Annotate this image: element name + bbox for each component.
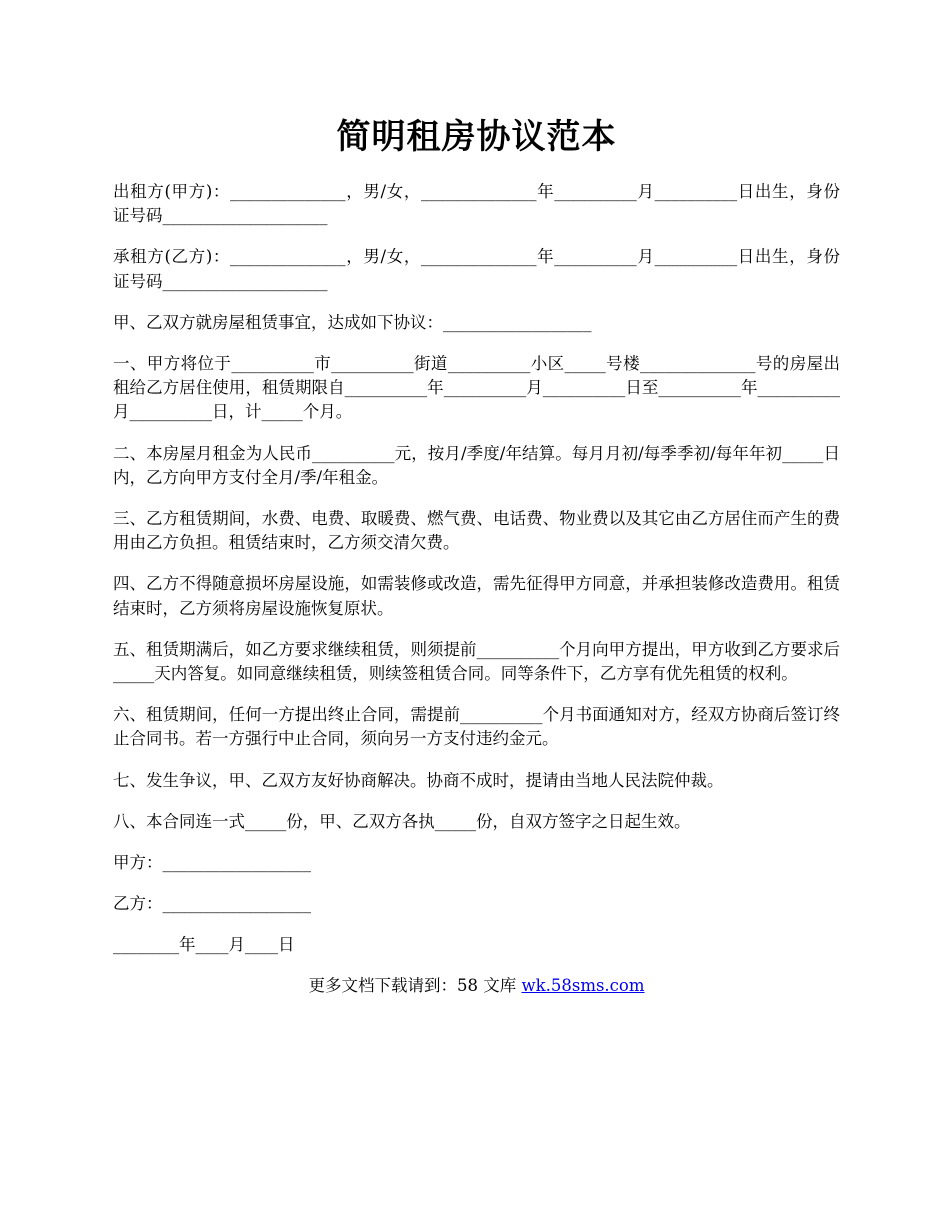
- clause-4-paragraph: 四、乙方不得随意损坏房屋设施，如需装修或改造，需先征得甲方同意，并承担装修改造费用。租赁结束时，乙方须将房屋设施恢复原状。: [113, 574, 840, 618]
- clause-7-paragraph: 七、发生争议，甲、乙双方友好协商解决。协商不成时，提请由当地人民法院仲裁。: [113, 770, 724, 790]
- lessee-info-paragraph: 承租方(乙方)：______________，男/女，______________年__________月__________日出生，身份证号码____________________: [113, 247, 840, 291]
- clause-6-paragraph: 六、租赁期间，任何一方提出终止合同，需提前__________个月书面通知对方，经双方协商后签订终止合同书。若一方强行中止合同，须向另一方支付违约金元。: [113, 705, 840, 749]
- agreement-intro-paragraph: 甲、乙双方就房屋租赁事宜，达成如下协议：__________________: [113, 312, 592, 332]
- clause-3-paragraph: 三、乙方租赁期间，水费、电费、取暖费、燃气费、电话费、物业费以及其它由乙方居住而产生的费用由乙方负担。租赁结束时，乙方须交清欠费。: [113, 509, 840, 553]
- date-line: ________年____月____日: [113, 935, 295, 955]
- lessor-info-paragraph: 出租方(甲方)：______________，男/女，______________年__________月__________日出生，身份证号码____________________: [113, 182, 840, 226]
- clause-2-paragraph: 二、本房屋月租金为人民币__________元，按月/季度/年结算。每月月初/每季季初/每年年初_____日内，乙方向甲方支付全月/季/年租金。: [113, 443, 840, 487]
- footer-text: 更多文档下载请到：58 文库: [308, 976, 522, 995]
- document-title: 简明租房协议范本: [336, 117, 617, 157]
- party-a-signature-line: 甲方：__________________: [113, 853, 311, 873]
- clause-8-paragraph: 八、本合同连一式_____份，甲、乙双方各执_____份，自双方签字之日起生效。: [113, 811, 691, 831]
- party-b-signature-line: 乙方：__________________: [113, 894, 311, 914]
- clause-5-paragraph: 五、租赁期满后，如乙方要求继续租赁，则须提前__________个月向甲方提出，甲方收到乙方要求后_____天内答复。如同意继续租赁，则续签租赁合同。同等条件下，乙方享有优先租赁的权利。: [113, 639, 840, 684]
- clause-1-paragraph: 一、甲方将位于__________市__________街道__________小区_____号楼______________号的房屋出租给乙方居住使用，租赁期限自__________年__________月__________日至__________年__________月__________日，计_____个月。: [113, 354, 840, 422]
- document-body: [113, 180, 840, 975]
- footer-link[interactable]: wk.58sms.com: [521, 976, 645, 995]
- download-footer: [113, 974, 840, 998]
